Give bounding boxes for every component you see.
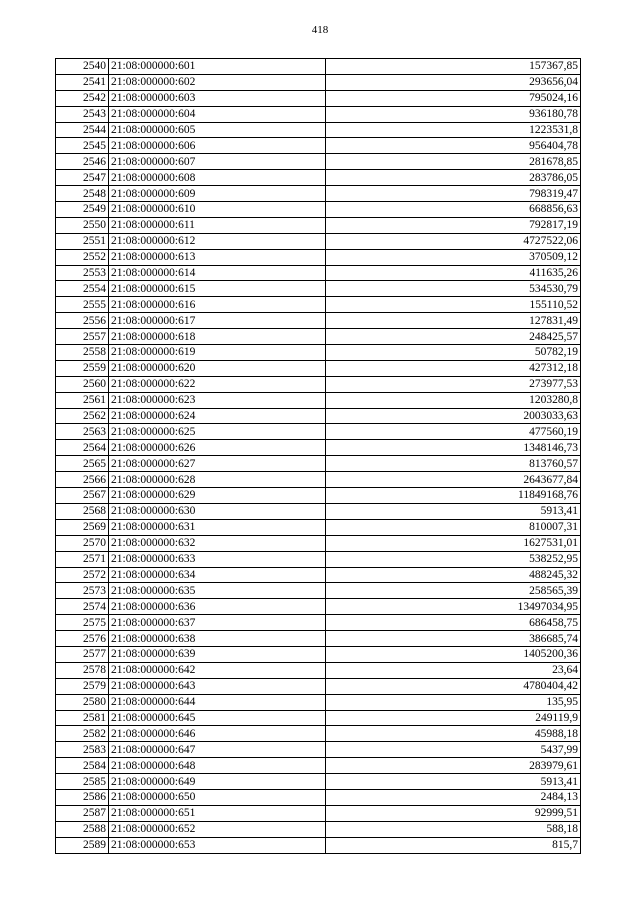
value-cell: 5437,99 bbox=[326, 742, 581, 758]
cadastral-number-cell: 21:08:000000:634 bbox=[109, 567, 326, 583]
value-cell: 411635,26 bbox=[326, 265, 581, 281]
value-cell: 386685,74 bbox=[326, 631, 581, 647]
value-cell: 956404,78 bbox=[326, 138, 581, 154]
table-row bbox=[56, 138, 581, 154]
value-cell: 4727522,06 bbox=[326, 233, 581, 249]
value-cell: 258565,39 bbox=[326, 583, 581, 599]
row-number-cell: 2562 bbox=[56, 408, 109, 424]
table-row bbox=[56, 821, 581, 837]
cadastral-number-cell: 21:08:000000:615 bbox=[109, 281, 326, 297]
row-number-cell: 2575 bbox=[56, 615, 109, 631]
cadastral-number-cell: 21:08:000000:628 bbox=[109, 472, 326, 488]
value-cell: 11849168,76 bbox=[326, 488, 581, 504]
cadastral-number-cell: 21:08:000000:602 bbox=[109, 74, 326, 90]
cadastral-number-cell: 21:08:000000:622 bbox=[109, 376, 326, 392]
row-number-cell: 2555 bbox=[56, 297, 109, 313]
value-cell: 92999,51 bbox=[326, 805, 581, 821]
value-cell: 477560,19 bbox=[326, 424, 581, 440]
row-number-cell: 2572 bbox=[56, 567, 109, 583]
row-number-cell: 2577 bbox=[56, 646, 109, 662]
table-row bbox=[56, 122, 581, 138]
value-cell: 5913,41 bbox=[326, 503, 581, 519]
row-number-cell: 2570 bbox=[56, 535, 109, 551]
row-number-cell: 2576 bbox=[56, 631, 109, 647]
table-row bbox=[56, 233, 581, 249]
table-row bbox=[56, 249, 581, 265]
value-cell: 795024,16 bbox=[326, 90, 581, 106]
row-number-cell: 2566 bbox=[56, 472, 109, 488]
cadastral-number-cell: 21:08:000000:637 bbox=[109, 615, 326, 631]
row-number-cell: 2580 bbox=[56, 694, 109, 710]
table-row bbox=[56, 742, 581, 758]
value-cell: 283979,61 bbox=[326, 758, 581, 774]
value-cell: 810007,31 bbox=[326, 519, 581, 535]
table-body bbox=[56, 59, 581, 854]
cadastral-number-cell: 21:08:000000:635 bbox=[109, 583, 326, 599]
value-cell: 2484,13 bbox=[326, 789, 581, 805]
table-row bbox=[56, 424, 581, 440]
row-number-cell: 2554 bbox=[56, 281, 109, 297]
cadastral-number-cell: 21:08:000000:626 bbox=[109, 440, 326, 456]
cadastral-number-cell: 21:08:000000:646 bbox=[109, 726, 326, 742]
value-cell: 1627531,01 bbox=[326, 535, 581, 551]
value-cell: 815,7 bbox=[326, 837, 581, 853]
table-row bbox=[56, 74, 581, 90]
value-cell: 2643677,84 bbox=[326, 472, 581, 488]
table-row bbox=[56, 662, 581, 678]
value-cell: 135,95 bbox=[326, 694, 581, 710]
cadastral-number-cell: 21:08:000000:631 bbox=[109, 519, 326, 535]
value-cell: 792817,19 bbox=[326, 217, 581, 233]
row-number-cell: 2543 bbox=[56, 106, 109, 122]
value-cell: 50782,19 bbox=[326, 345, 581, 361]
table-row bbox=[56, 154, 581, 170]
row-number-cell: 2542 bbox=[56, 90, 109, 106]
table-row bbox=[56, 694, 581, 710]
row-number-cell: 2571 bbox=[56, 551, 109, 567]
value-cell: 668856,63 bbox=[326, 202, 581, 218]
cadastral-number-cell: 21:08:000000:605 bbox=[109, 122, 326, 138]
table-row bbox=[56, 789, 581, 805]
row-number-cell: 2578 bbox=[56, 662, 109, 678]
cadastral-number-cell: 21:08:000000:616 bbox=[109, 297, 326, 313]
table-row bbox=[56, 59, 581, 75]
table-row bbox=[56, 202, 581, 218]
table-row bbox=[56, 313, 581, 329]
cadastral-number-cell: 21:08:000000:606 bbox=[109, 138, 326, 154]
row-number-cell: 2540 bbox=[56, 59, 109, 75]
table-row bbox=[56, 297, 581, 313]
value-cell: 293656,04 bbox=[326, 74, 581, 90]
row-number-cell: 2552 bbox=[56, 249, 109, 265]
row-number-cell: 2550 bbox=[56, 217, 109, 233]
row-number-cell: 2557 bbox=[56, 329, 109, 345]
cadastral-number-cell: 21:08:000000:603 bbox=[109, 90, 326, 106]
cadastral-number-cell: 21:08:000000:617 bbox=[109, 313, 326, 329]
table-row bbox=[56, 646, 581, 662]
cadastral-number-cell: 21:08:000000:604 bbox=[109, 106, 326, 122]
cadastral-number-cell: 21:08:000000:608 bbox=[109, 170, 326, 186]
row-number-cell: 2559 bbox=[56, 360, 109, 376]
cadastral-number-cell: 21:08:000000:642 bbox=[109, 662, 326, 678]
table-row bbox=[56, 456, 581, 472]
row-number-cell: 2586 bbox=[56, 789, 109, 805]
row-number-cell: 2549 bbox=[56, 202, 109, 218]
row-number-cell: 2545 bbox=[56, 138, 109, 154]
cadastral-number-cell: 21:08:000000:650 bbox=[109, 789, 326, 805]
value-cell: 534530,79 bbox=[326, 281, 581, 297]
value-cell: 370509,12 bbox=[326, 249, 581, 265]
row-number-cell: 2569 bbox=[56, 519, 109, 535]
cadastral-number-cell: 21:08:000000:645 bbox=[109, 710, 326, 726]
value-cell: 5913,41 bbox=[326, 774, 581, 790]
cadastral-number-cell: 21:08:000000:648 bbox=[109, 758, 326, 774]
value-cell: 127831,49 bbox=[326, 313, 581, 329]
table-row bbox=[56, 376, 581, 392]
row-number-cell: 2563 bbox=[56, 424, 109, 440]
table-row bbox=[56, 440, 581, 456]
table-row bbox=[56, 106, 581, 122]
row-number-cell: 2564 bbox=[56, 440, 109, 456]
value-cell: 13497034,95 bbox=[326, 599, 581, 615]
value-cell: 686458,75 bbox=[326, 615, 581, 631]
row-number-cell: 2547 bbox=[56, 170, 109, 186]
table-row bbox=[56, 186, 581, 202]
value-cell: 427312,18 bbox=[326, 360, 581, 376]
cadastral-number-cell: 21:08:000000:651 bbox=[109, 805, 326, 821]
cadastral-number-cell: 21:08:000000:612 bbox=[109, 233, 326, 249]
table-row bbox=[56, 567, 581, 583]
row-number-cell: 2567 bbox=[56, 488, 109, 504]
table-row bbox=[56, 678, 581, 694]
row-number-cell: 2556 bbox=[56, 313, 109, 329]
table-row bbox=[56, 535, 581, 551]
table-row bbox=[56, 408, 581, 424]
table-row bbox=[56, 583, 581, 599]
cadastral-number-cell: 21:08:000000:633 bbox=[109, 551, 326, 567]
cadastral-number-cell: 21:08:000000:610 bbox=[109, 202, 326, 218]
value-cell: 249119,9 bbox=[326, 710, 581, 726]
value-cell: 155110,52 bbox=[326, 297, 581, 313]
value-cell: 283786,05 bbox=[326, 170, 581, 186]
table-row bbox=[56, 599, 581, 615]
value-cell: 1348146,73 bbox=[326, 440, 581, 456]
table-row bbox=[56, 360, 581, 376]
cadastral-number-cell: 21:08:000000:636 bbox=[109, 599, 326, 615]
table-row bbox=[56, 805, 581, 821]
value-cell: 2003033,63 bbox=[326, 408, 581, 424]
value-cell: 1203280,8 bbox=[326, 392, 581, 408]
table-row bbox=[56, 503, 581, 519]
cadastral-number-cell: 21:08:000000:620 bbox=[109, 360, 326, 376]
row-number-cell: 2589 bbox=[56, 837, 109, 853]
value-cell: 1405200,36 bbox=[326, 646, 581, 662]
row-number-cell: 2581 bbox=[56, 710, 109, 726]
row-number-cell: 2548 bbox=[56, 186, 109, 202]
row-number-cell: 2588 bbox=[56, 821, 109, 837]
value-cell: 936180,78 bbox=[326, 106, 581, 122]
cadastral-number-cell: 21:08:000000:630 bbox=[109, 503, 326, 519]
cadastral-number-cell: 21:08:000000:625 bbox=[109, 424, 326, 440]
row-number-cell: 2551 bbox=[56, 233, 109, 249]
cadastral-number-cell: 21:08:000000:644 bbox=[109, 694, 326, 710]
cadastral-number-cell: 21:08:000000:638 bbox=[109, 631, 326, 647]
row-number-cell: 2585 bbox=[56, 774, 109, 790]
cadastral-number-cell: 21:08:000000:632 bbox=[109, 535, 326, 551]
row-number-cell: 2565 bbox=[56, 456, 109, 472]
row-number-cell: 2541 bbox=[56, 74, 109, 90]
table-row bbox=[56, 631, 581, 647]
cadastral-number-cell: 21:08:000000:629 bbox=[109, 488, 326, 504]
table-row bbox=[56, 837, 581, 853]
row-number-cell: 2560 bbox=[56, 376, 109, 392]
table-row bbox=[56, 615, 581, 631]
value-cell: 488245,32 bbox=[326, 567, 581, 583]
row-number-cell: 2582 bbox=[56, 726, 109, 742]
cadastral-number-cell: 21:08:000000:639 bbox=[109, 646, 326, 662]
cadastral-number-cell: 21:08:000000:647 bbox=[109, 742, 326, 758]
value-cell: 248425,57 bbox=[326, 329, 581, 345]
row-number-cell: 2579 bbox=[56, 678, 109, 694]
row-number-cell: 2587 bbox=[56, 805, 109, 821]
table-row bbox=[56, 329, 581, 345]
table-row bbox=[56, 345, 581, 361]
cadastral-number-cell: 21:08:000000:653 bbox=[109, 837, 326, 853]
cadastral-number-cell: 21:08:000000:619 bbox=[109, 345, 326, 361]
value-cell: 281678,85 bbox=[326, 154, 581, 170]
value-cell: 4780404,42 bbox=[326, 678, 581, 694]
cadastral-number-cell: 21:08:000000:601 bbox=[109, 59, 326, 75]
table-row bbox=[56, 519, 581, 535]
value-cell: 588,18 bbox=[326, 821, 581, 837]
value-cell: 45988,18 bbox=[326, 726, 581, 742]
row-number-cell: 2553 bbox=[56, 265, 109, 281]
table-row bbox=[56, 90, 581, 106]
value-cell: 23,64 bbox=[326, 662, 581, 678]
row-number-cell: 2583 bbox=[56, 742, 109, 758]
value-cell: 157367,85 bbox=[326, 59, 581, 75]
cadastral-number-cell: 21:08:000000:613 bbox=[109, 249, 326, 265]
value-cell: 538252,95 bbox=[326, 551, 581, 567]
value-cell: 273977,53 bbox=[326, 376, 581, 392]
table-row bbox=[56, 710, 581, 726]
cadastral-value-table bbox=[55, 58, 581, 854]
row-number-cell: 2544 bbox=[56, 122, 109, 138]
cadastral-number-cell: 21:08:000000:624 bbox=[109, 408, 326, 424]
cadastral-number-cell: 21:08:000000:643 bbox=[109, 678, 326, 694]
cadastral-number-cell: 21:08:000000:609 bbox=[109, 186, 326, 202]
cadastral-number-cell: 21:08:000000:652 bbox=[109, 821, 326, 837]
table-row bbox=[56, 217, 581, 233]
table-row bbox=[56, 551, 581, 567]
cadastral-number-cell: 21:08:000000:611 bbox=[109, 217, 326, 233]
value-cell: 1223531,8 bbox=[326, 122, 581, 138]
value-cell: 813760,57 bbox=[326, 456, 581, 472]
table-row bbox=[56, 472, 581, 488]
table-row bbox=[56, 265, 581, 281]
table-row bbox=[56, 281, 581, 297]
cadastral-number-cell: 21:08:000000:607 bbox=[109, 154, 326, 170]
row-number-cell: 2546 bbox=[56, 154, 109, 170]
table-row bbox=[56, 758, 581, 774]
row-number-cell: 2568 bbox=[56, 503, 109, 519]
cadastral-number-cell: 21:08:000000:623 bbox=[109, 392, 326, 408]
table-row bbox=[56, 488, 581, 504]
table-row bbox=[56, 170, 581, 186]
row-number-cell: 2558 bbox=[56, 345, 109, 361]
cadastral-number-cell: 21:08:000000:614 bbox=[109, 265, 326, 281]
row-number-cell: 2561 bbox=[56, 392, 109, 408]
row-number-cell: 2573 bbox=[56, 583, 109, 599]
page-number: 418 bbox=[311, 24, 329, 36]
table-row bbox=[56, 774, 581, 790]
value-cell: 798319,47 bbox=[326, 186, 581, 202]
row-number-cell: 2584 bbox=[56, 758, 109, 774]
table-row bbox=[56, 392, 581, 408]
row-number-cell: 2574 bbox=[56, 599, 109, 615]
cadastral-number-cell: 21:08:000000:618 bbox=[109, 329, 326, 345]
cadastral-number-cell: 21:08:000000:649 bbox=[109, 774, 326, 790]
cadastral-number-cell: 21:08:000000:627 bbox=[109, 456, 326, 472]
table-row bbox=[56, 726, 581, 742]
